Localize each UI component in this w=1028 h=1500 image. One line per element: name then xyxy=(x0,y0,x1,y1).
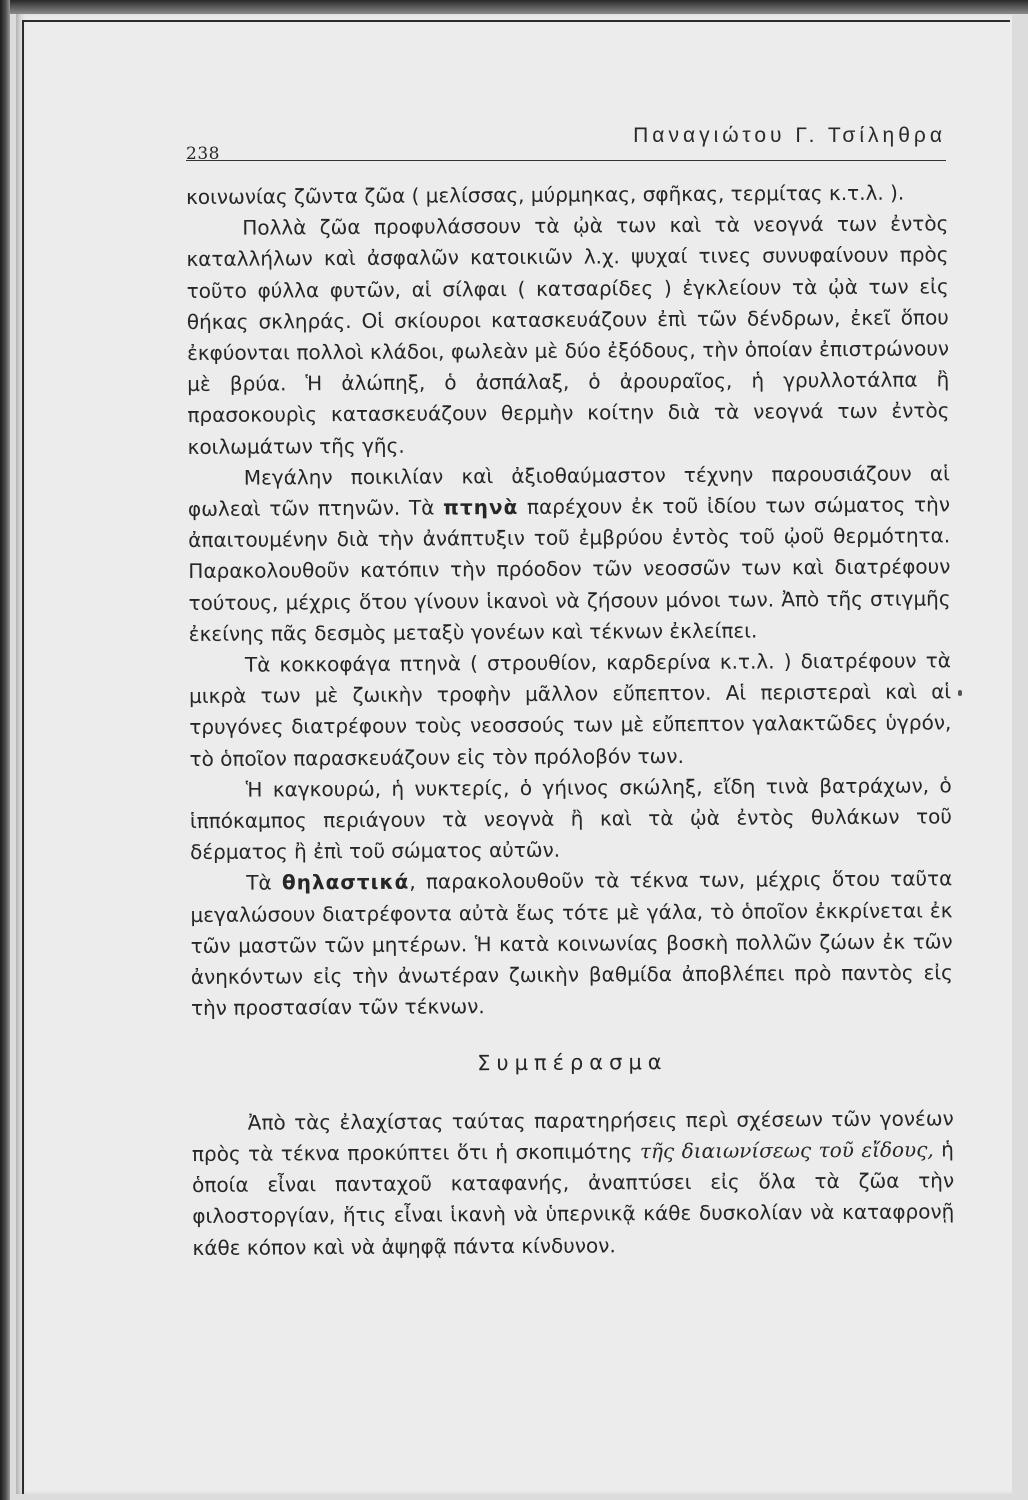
paragraph-6 xyxy=(190,864,953,1025)
scan-left-edge xyxy=(0,0,10,1500)
paragraph-3 xyxy=(188,458,951,650)
paragraph-7-text-b: ἡ ὁποία εἶναι πανταχοῦ καταφανής, ἀναπτύσει εἰς ὅλα τὰ ζῶα τὴν φιλοστοργίαν, ἥτις εἶναι ἱκανὴ νὰ ὑπερνικᾷ κάθε δυσκολίαν νὰ καταφρονῇ κάθε κόπον καὶ νὰ ἀψηφᾷ πάντα κίνδυνον. xyxy=(192,1137,955,1260)
paragraph-2: Πολλὰ ζῶα προφυλάσσουν τὰ ᾠὰ των καὶ τὰ νεογνά των ἐντὸς καταλλήλων καὶ ἀσφαλῶν κατοικιῶν λ.χ. ψυχαί τινες συνυφαίνουν πρὸς τοῦτο φύλλα φυτῶν, αἱ σίλφαι ( κατσαρίδες ) ἐγκλείουν τὰ ᾠὰ των εἰς θήκας σκληράς. Οἱ σκίουροι κατασκευάζουν ἐπὶ τῶν δένδρων, ἐκεῖ ὅπου ἐκφύονται πολλοὶ κλάδοι, φωλεὰν μὲ δύο ἐξόδους, τὴν ὁποίαν ἐπιστρώνουν μὲ βρύα. Ἡ ἀλώπηξ, ὁ ἀσπάλαξ, ὁ ἀρουραῖος, ἡ γρυλλοτάλπα ἢ πρασοκουρὶς κατασκευάζουν θερμὴν κοίτην διὰ τὰ νεογνά των ἐντὸς κοιλωμάτων τῆς γῆς. xyxy=(186,211,950,459)
body-text xyxy=(186,177,955,1263)
running-head: Παναγιώτου Γ. Τσίληθρα xyxy=(633,124,946,147)
header-rule xyxy=(186,160,946,161)
paragraph-1: κοινωνίας ζῶντα ζῶα ( μελίσσας, μύρμηκας, σφῆκας, τερμίτας κ.τ.λ. ). xyxy=(186,180,905,209)
paragraph-7-text-a: Ἀπὸ τὰς ἐλαχίστας ταύτας παρατηρήσεις περὶ σχέσεων τῶν γονέων πρὸς τὰ τέκνα προκύπτει ὅτι ἡ σκοπιμότης xyxy=(191,1106,954,1166)
paragraph-6-text-a: Τὰ xyxy=(246,870,282,896)
paragraph-3-text-a: Μεγάλην ποικιλίαν καὶ ἀξιοθαύμαστον τέχνην παρουσιάζουν αἱ φωλεαὶ τῶν πτηνῶν. Τὰ xyxy=(187,461,950,522)
paragraph-7 xyxy=(192,1103,955,1264)
margin-speck xyxy=(958,690,962,696)
section-heading: Συμπέρασμα xyxy=(477,1050,668,1076)
paragraph-3-emphasis: πτηνὰ xyxy=(443,495,519,520)
paragraph-6-emphasis: θηλαστικά xyxy=(281,870,410,895)
paragraph-6-text-b: , παρακολουθοῦν τὰ τέκνα των, μέχρις ὅτου ταῦτα μεγαλώσουν διατρέφοντα αὐτὰ ἕως τότε μὲ γάλα, τὸ ὁποῖον ἐκκρίνεται ἐκ τῶν μαστῶν τῶν μητέρων. Ἡ κατὰ κοινωνίας βοσκὴ πολλῶν ζώων ἐκ τῶν ἀνηκόντων εἰς τὴν ἀνωτέραν ζωικὴν βαθμίδα ἀποβλέπει πρὸ παντὸς εἰς τὴν προστασίαν τῶν τέκνων. xyxy=(190,866,953,1021)
paragraph-5: Ἡ καγκουρώ, ἡ νυκτερίς, ὁ γήινος σκώληξ, εἴδη τινὰ βατράχων, ὁ ἱππόκαμπος περιάγουν τὰ νεογνὰ ἢ καὶ τὰ ᾠὰ ἐντὸς θυλάκων τοῦ δέρματος ἢ ἐπὶ τοῦ σώματος αὐτῶν. xyxy=(189,773,952,865)
paragraph-3-text-b: παρέχουν ἐκ τοῦ ἰδίου των σώματος τὴν ἀπαιτουμένην διὰ τὴν ἀνάπτυξιν τοῦ ἐμβρύου ἐντὸς τοῦ ᾠοῦ θερμότητα. Παρακολουθοῦν κατόπιν τὴν πρόοδον τῶν νεοσσῶν των καὶ διατρέφουν τούτους, μέχρις ὅτου γίνουν ἱκανοὶ νὰ ζήσουν μόνοι των. Ἀπὸ τῆς στιγμῆς ἐκείνης πᾶς δεσμὸς μεταξὺ γονέων καὶ τέκνων ἐκλείπει. xyxy=(188,492,951,646)
scan-top-edge xyxy=(0,0,1028,14)
paragraph-4: Τὰ κοκκοφάγα πτηνὰ ( στρουθίον, καρδερίνα κ.τ.λ. ) διατρέφουν τὰ μικρὰ των μὲ ζωικὴν τροφὴν μᾶλλον εὔπεπτον. Αἱ περιστεραὶ καὶ αἱ τρυγόνες διατρέφουν τοὺς νεοσσούς των μὲ εὔπεπτον γαλακτῶδες ὑγρόν, τὸ ὁποῖον παρασκευάζουν εἰς τὸν πρόλοβόν των. xyxy=(189,648,952,771)
paragraph-7-italic: τῆς διαιωνίσεως τοῦ εἴδους, xyxy=(639,1137,934,1164)
page-number: 238 xyxy=(186,144,220,164)
page-header xyxy=(186,122,946,162)
